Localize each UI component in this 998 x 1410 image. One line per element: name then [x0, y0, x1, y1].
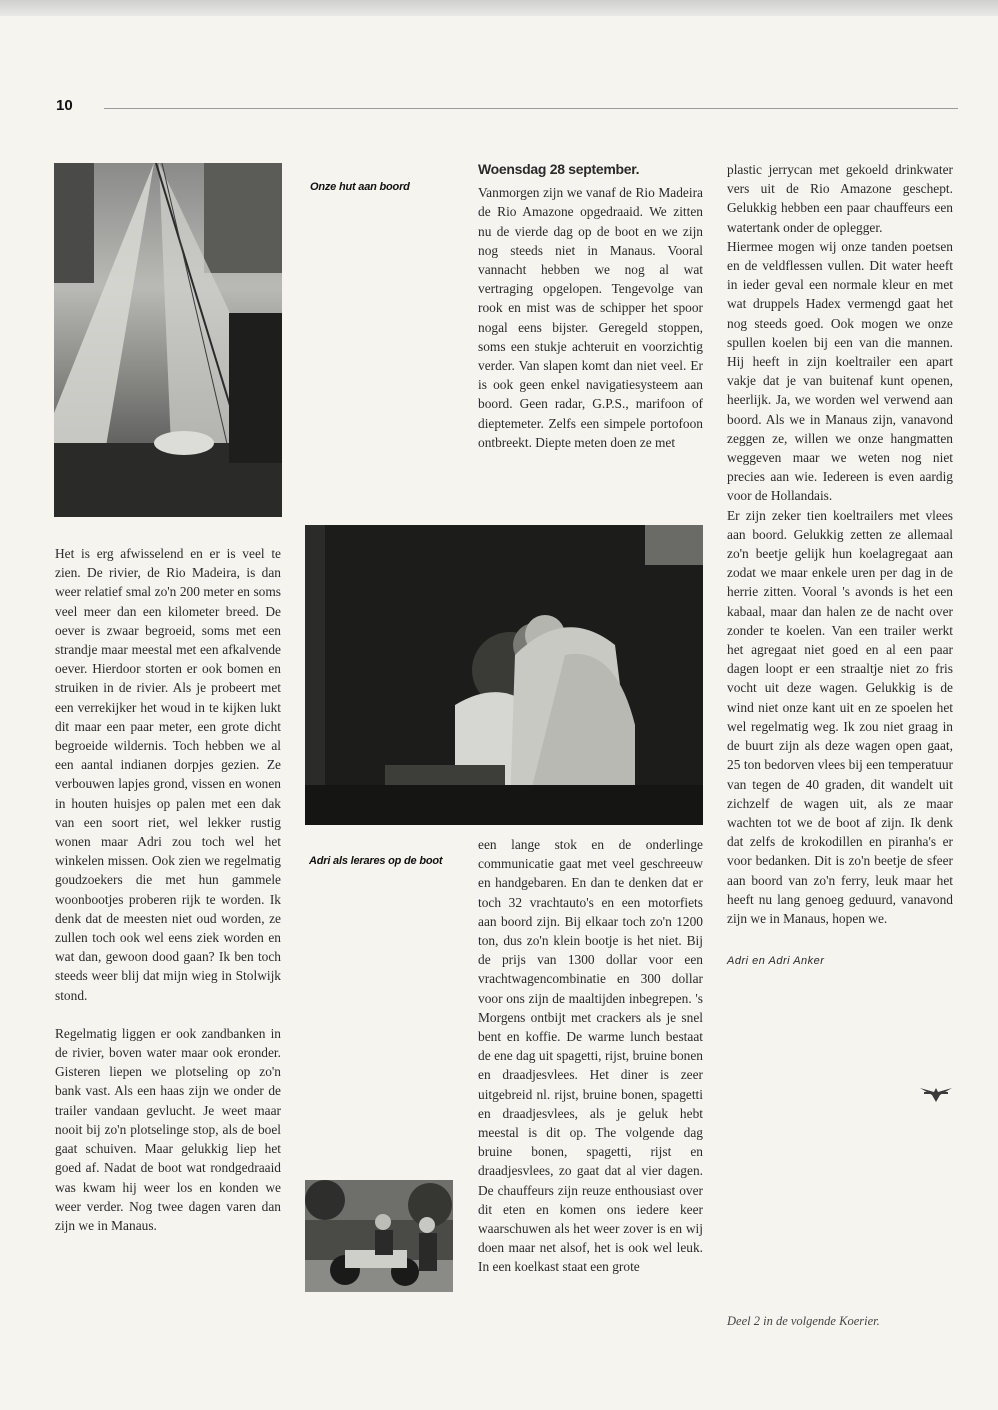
eagle-wings-icon — [918, 1082, 954, 1104]
paragraph: Regelmatig liggen er ook zandbanken in de rivier, boven water maar ook eronder. Gisteren liepen we plotseling op zo'n bank vast. Als een haas zijn we onder de trailer vandaan gevlucht. Je weet maar nooit bij zo'n plotselinge stop, als de boel gaat schuiven. Maar gelukkig liep het goed af. Nadat de boot wat rondgedraaid was kwam hij weer los en konden we weer verder. Nog twee dagen varen dan zijn we in Manaus. — [55, 1025, 281, 1233]
header-rule — [104, 108, 958, 109]
column-3 — [727, 160, 953, 971]
section-heading: Woensdag 28 september. — [478, 161, 640, 177]
paragraph: Hiermee mogen wij onze tanden poetsen en de veldflessen vullen. Dit water heeft in ieder geval een normale kleur en met wat druppels Hadex vermengd gaat het nog steeds goed. Ook mogen we onze spullen koelen bij een van die mannen. Hij heeft in zijn koeltrailer een apart vakje dat je van buitenaf kunt openen, heerlijk. Ja, we worden wel verwend aan boord. Als we in Manaus zijn, vanavond zeggen ze, willen we onze hangmatten weggeven maar we weten nog niet precies aan wie. Iedereen is even aardig voor de Hollandais. — [727, 238, 953, 504]
photo-cabin-on-boat — [54, 163, 282, 517]
paragraph: Het is erg afwisselend en er is veel te zien. De rivier, de Rio Madeira, is dan weer relatief smal zo'n 200 meter en soms veel meer dan een kilometer breed. De oever is zwaar begroeid, soms met een strandje maar meestal met een afkalvende oever. Hierdoor storten er ook bomen en struiken in de rivier. Als je probeert met een verrekijker het woud in te kijken lukt dit maar een paar meter, een grote dicht begroeide wildernis. Toch hebben we al een aantal indianen dorpjes gezien. Ze verbouwen lapjes grond, vissen en wonen in houten huisjes op palen met een dak van een soort riet, wel lekker rustig wonen maar Adri zou toch wel het winkelen missen. Ook zien we regelmatig goudzoekers die met hun gammele woonbootjes proberen rijk te worden. Ik denk dat de meesten niet oud worden, ze zullen toch ook wel eens ziek worden en wat dan, gewoon dood gaan? Ik ben toch steeds weer blij dat mijn wieg in Stolwijk stond. — [55, 546, 281, 1003]
page-number: 10 — [56, 97, 73, 114]
signature: Adri en Adri Anker — [727, 955, 825, 968]
paragraph: een lange stok en de onderlinge communicatie gaat met veel geschreeuw en handgebaren. En dan te denken dat er toch 32 vrachtauto's en een motorfiets aan boord zijn. Bij elkaar toch zo'n 1200 ton, dus zo'n klein bootje is het niet. Bij de prijs van 1300 dollar voor een vrachtwagencombinatie en 300 dollar voor ons zijn de maaltijden inbegrepen. 's Morgens ontbijt met crackers als je snel bent en koffie. De warme lunch bestaat de ene dag uit spagetti, rijst, bruine bonen en draadjesvlees. Het diner is zeer uitgebreid nl. rijst, bruine bonen, spagetti en draadjesvlees, als je geluk hebt meestal is dit op. The volgende dag bruine bonen, spagetti, rijst en draadjesvlees, zo gaat dat al vier dagen. De chauffeurs zijn reuze enthousiast over dit eten en komen ons iedere keer waarschuwen als het weer zover is en wij doen maar net alsof, het is ook wel leuk. In een koelkast staat een grote — [478, 837, 703, 1275]
column-2-bottom — [478, 835, 703, 1277]
footnote: Deel 2 in de volgende Koerier. — [727, 1314, 880, 1328]
column-2-top — [478, 160, 703, 452]
paragraph: plastic jerrycan met gekoeld drinkwater vers uit de Rio Amazone geschept. Gelukkig hebben een paar chauffeurs een watertank onder de oplegger. — [727, 162, 953, 235]
photo-motorcycle — [305, 1180, 453, 1292]
caption-boat: Onze hut aan boord — [310, 181, 410, 193]
caption-teacher: Adri als lerares op de boot — [309, 855, 443, 867]
paragraph: Vanmorgen zijn we vanaf de Rio Madeira de Rio Amazone opgedraaid. We zitten nu de vierde dag op de boot en we zijn nog steeds niet in Manaus. Vooral vannacht hebben we nog al wat vertraging opgelopen. Tengevolge van rook en mist was de schipper het spoor nogal eens bijster. Geregeld stoppen, soms een stukje achteruit en voorzichtig verder. Van slapen komt dan niet veel. Er is ook geen enkel navigatiesysteem aan boord. Geen radar, G.P.S., marifoon of dieptemeter. Zelfs een simpele portofoon ontbreekt. Diepte meten doen ze met — [478, 185, 703, 450]
paragraph: Er zijn zeker tien koeltrailers met vlees aan boord. Gelukkig zetten ze allemaal zo'n beetje gelijk hun koelagregaat aan zodat we maar enkele uren per dag in de herrie zitten. Vooral 's avonds is het een kabaal, maar dan halen ze de nacht over zonder te koelen. Van een trailer werkt het agregaat niet goed en al een paar dagen loopt er een straaltje niet zo fris vocht uit deze wagen. Gelukkig is de wind niet onze kant uit en ze spoelen het wel regelmatig weg. Ik zou niet graag in de buurt zijn als deze wagen open gaat, 25 ton bedorven vlees bij een temperatuur van tegen de 40 graden, dit wandelt uit zichzelf de wagen uit, als ze maar wachten tot we de boot af zijn. Ik denk dat zelfs de krokodillen en piranha's er voor bedanken. Dit is zo'n beetje de sfeer aan boord van zo'n ferry, leuk maar het heeft nu lang genoeg geduurd, vanavond zijn we in Manaus, hopen we. — [727, 507, 953, 926]
photo-teacher-on-boat — [305, 525, 703, 825]
scan-edge — [0, 0, 998, 16]
column-1 — [55, 544, 281, 1235]
